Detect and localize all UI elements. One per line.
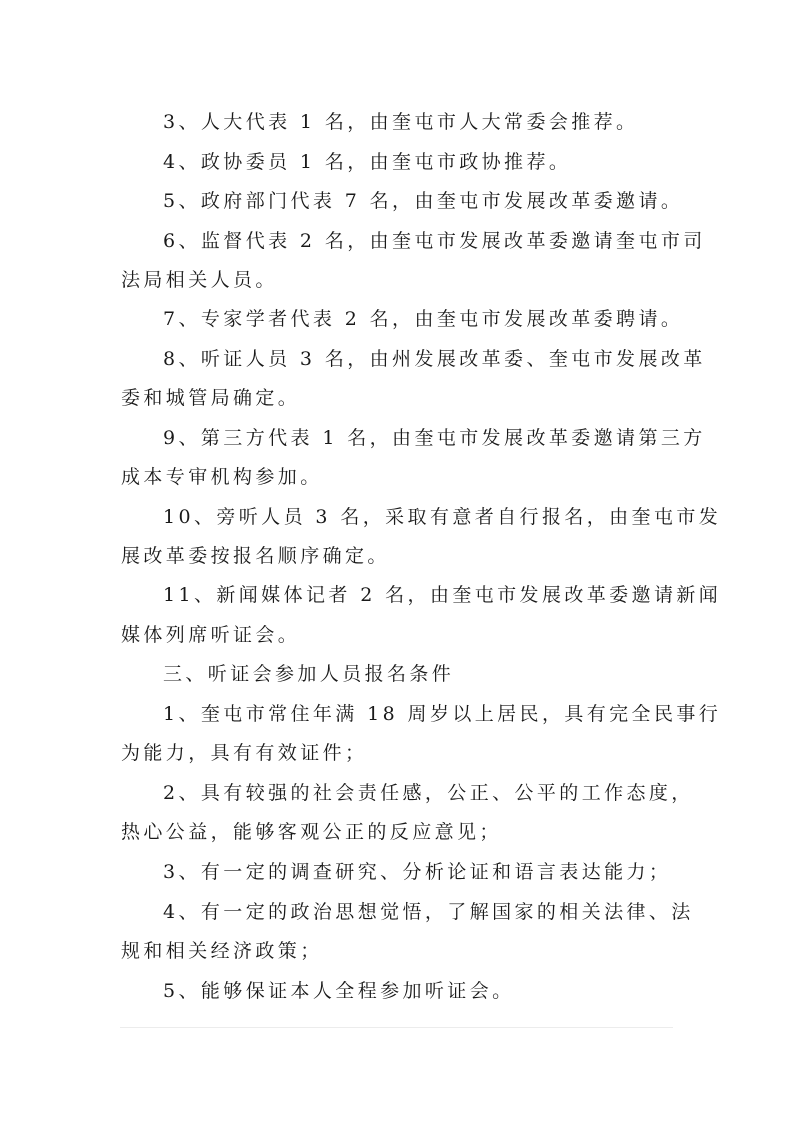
paragraph-line: 委和城管局确定。 <box>121 387 301 409</box>
paragraph-line: 2、具有较强的社会责任感，公正、公平的工作态度， <box>163 782 694 804</box>
paragraph-line: 3、有一定的调查研究、分析论证和语言表达能力； <box>163 861 672 883</box>
section-heading: 三、听证会参加人员报名条件 <box>163 663 455 685</box>
paragraph-line: 法局相关人员。 <box>121 269 278 291</box>
paragraph-line: 5、能够保证本人全程参加听证会。 <box>163 980 515 1002</box>
paragraph-line: 4、政协委员 1 名，由奎屯市政协推荐。 <box>163 151 572 173</box>
footer-rule <box>120 1027 673 1028</box>
paragraph-line: 1、奎屯市常住年满 18 周岁以上居民，具有完全民事行 <box>163 703 722 725</box>
paragraph-line: 为能力，具有有效证件； <box>121 742 368 764</box>
paragraph-line: 7、专家学者代表 2 名，由奎屯市发展改革委聘请。 <box>163 308 684 330</box>
paragraph-line: 热心公益，能够客观公正的反应意见； <box>121 821 502 843</box>
paragraph-line: 9、第三方代表 1 名，由奎屯市发展改革委邀请第三方 <box>163 427 706 449</box>
paragraph-line: 4、有一定的政治思想觉悟，了解国家的相关法律、法 <box>163 901 694 923</box>
paragraph-line: 规和相关经济政策； <box>121 940 323 962</box>
paragraph-line: 5、政府部门代表 7 名，由奎屯市发展改革委邀请。 <box>163 190 684 212</box>
paragraph-line: 成本专审机构参加。 <box>121 466 323 488</box>
paragraph-line: 8、听证人员 3 名，由州发展改革委、奎屯市发展改革 <box>163 348 706 370</box>
paragraph-line: 6、监督代表 2 名，由奎屯市发展改革委邀请奎屯市司 <box>163 230 706 252</box>
paragraph-line: 展改革委按报名顺序确定。 <box>121 545 390 567</box>
paragraph-line: 媒体列席听证会。 <box>121 624 301 646</box>
paragraph-line: 3、人大代表 1 名，由奎屯市人大常委会推荐。 <box>163 111 639 133</box>
paragraph-line: 10、旁听人员 3 名，采取有意者自行报名，由奎屯市发 <box>163 506 722 528</box>
paragraph-line: 11、新闻媒体记者 2 名，由奎屯市发展改革委邀请新闻 <box>163 584 722 606</box>
